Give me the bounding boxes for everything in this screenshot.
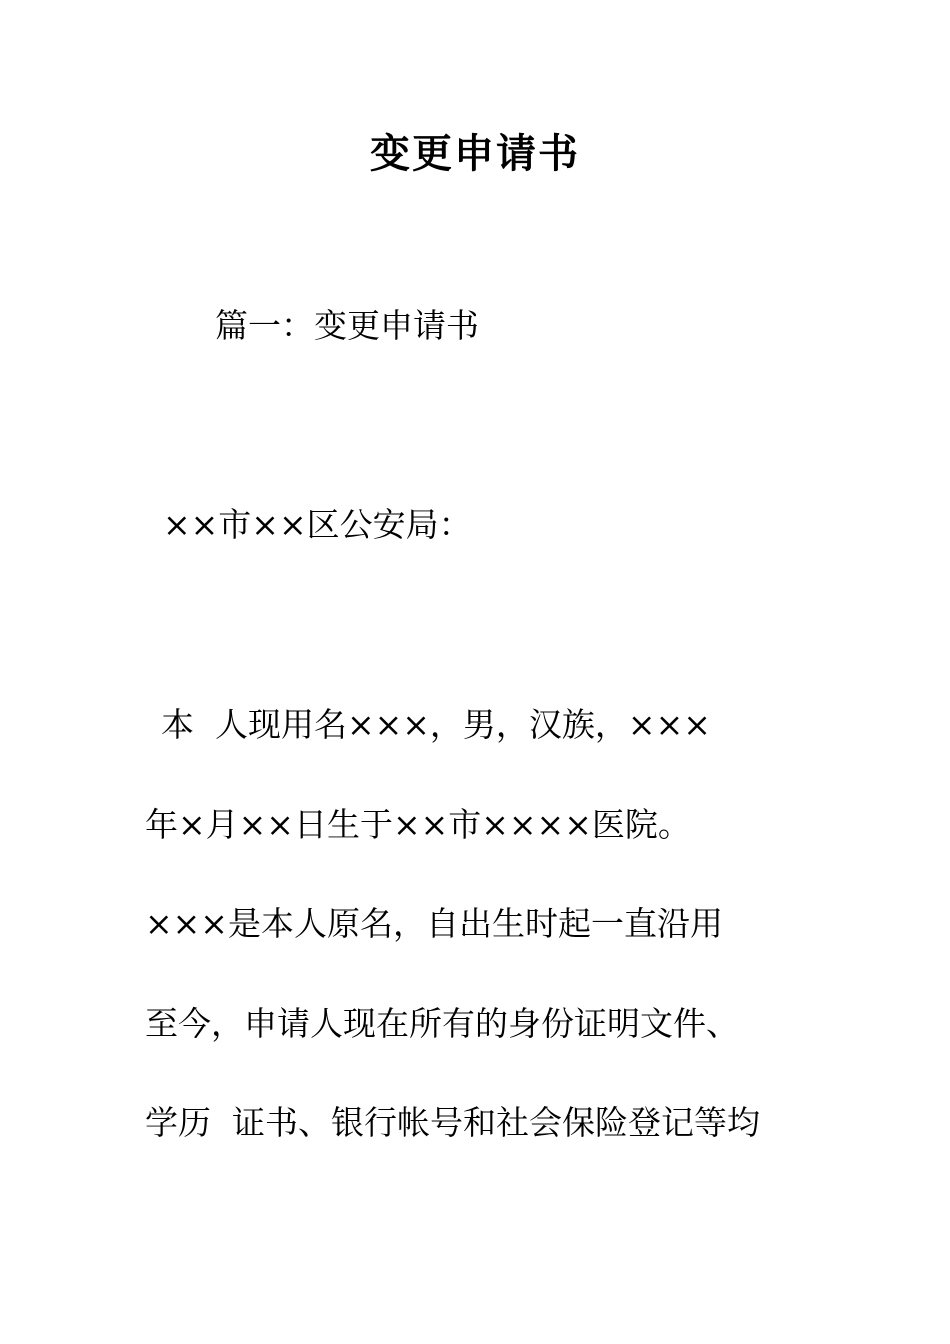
section-heading: 篇一：变更申请书: [215, 306, 479, 345]
body-line-4: 至今，申请人现在所有的身份证明文件、: [145, 1004, 739, 1043]
body-line-3: ×××是本人原名，自出生时起一直沿用: [145, 904, 723, 943]
addressee-line: ××市××区公安局：: [163, 505, 472, 544]
body-line-2: 年×月××日生于××市××××医院。: [145, 805, 691, 844]
body-line-5: 学历 证书、银行帐号和社会保险登记等均: [145, 1103, 760, 1142]
document-title: 变更申请书: [370, 130, 580, 177]
body-line-1: 本 人现用名×××，男，汉族，×××: [161, 705, 711, 744]
